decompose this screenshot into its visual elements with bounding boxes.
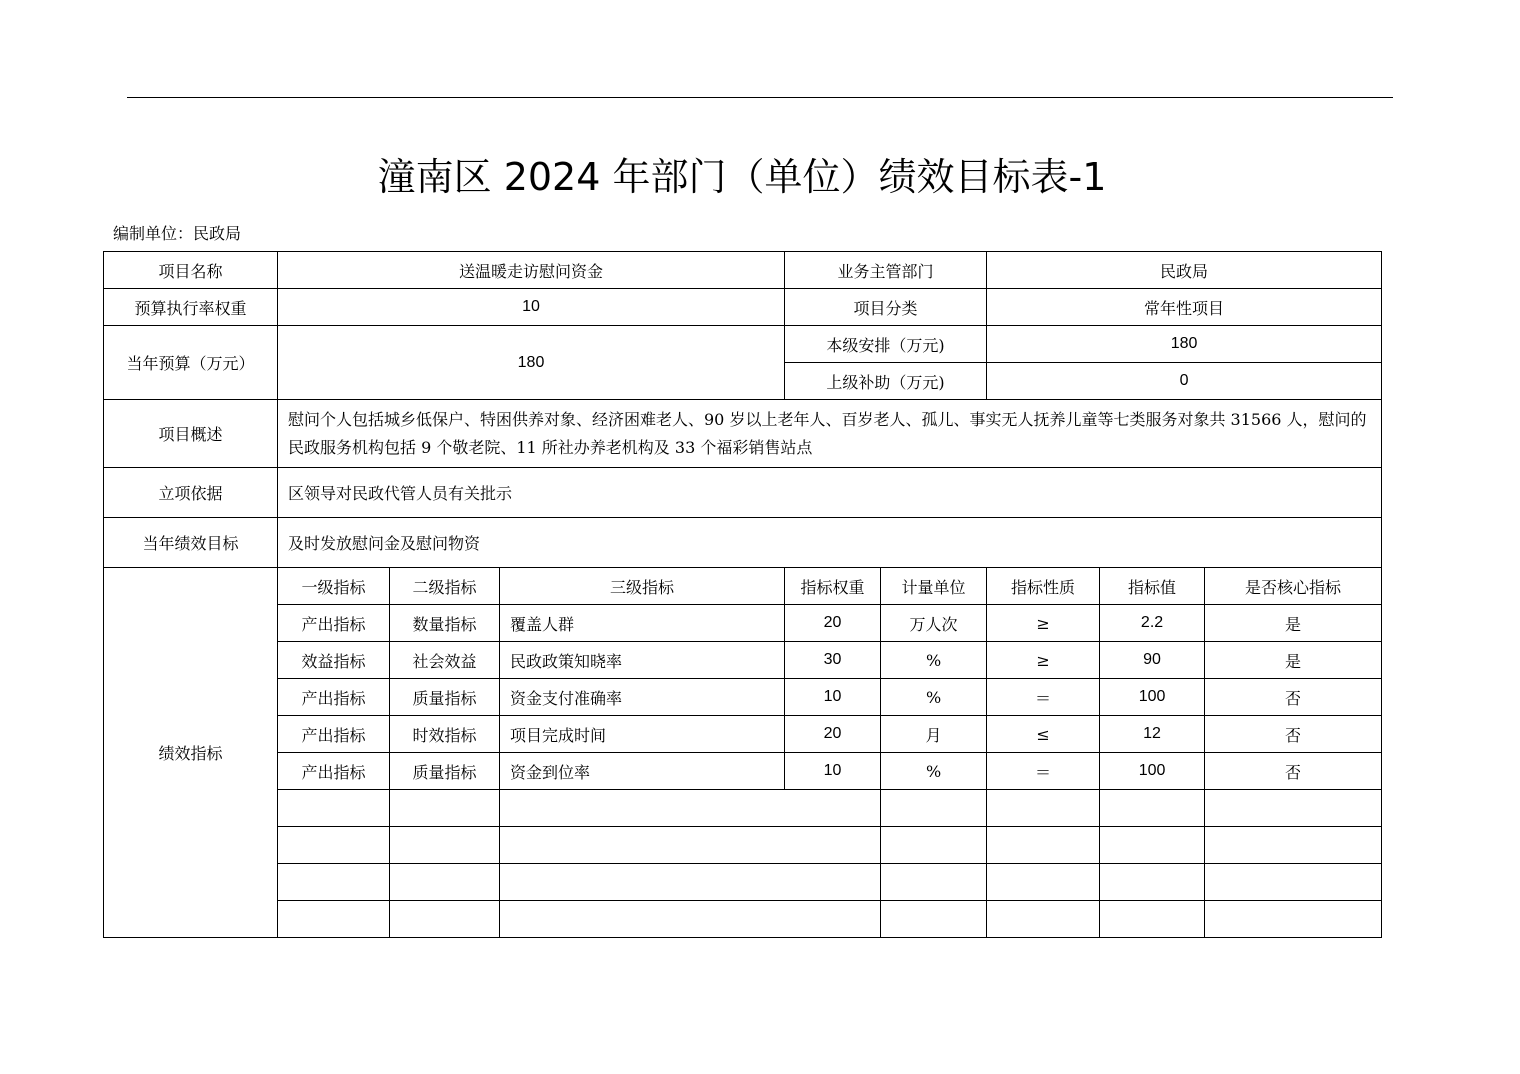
annual-budget-value: 180 (278, 326, 785, 400)
core-cell (1205, 827, 1382, 864)
row-budget-rate (104, 289, 1382, 326)
document-title: 潼南区 2024 年部门（单位）绩效目标表-1 (377, 155, 1107, 199)
weight-cell: 20 (785, 716, 881, 753)
goal-label: 当年绩效目标 (104, 518, 278, 568)
level2-cell: 数量指标 (390, 605, 500, 642)
header-unit: 计量单位 (881, 568, 987, 605)
weight-cell: 10 (785, 679, 881, 716)
annual-budget-label: 当年预算（万元） (104, 326, 278, 400)
indicator-header-row (104, 568, 1382, 605)
header-core: 是否核心指标 (1205, 568, 1382, 605)
level1-cell: 效益指标 (278, 642, 390, 679)
level2-cell (390, 790, 500, 827)
level1-cell (278, 827, 390, 864)
level3-cell: 民政政策知晓率 (500, 642, 785, 679)
core-cell (1205, 901, 1382, 938)
budget-rate-label: 预算执行率权重 (104, 289, 278, 326)
value-cell: 12 (1100, 716, 1205, 753)
dept-value: 民政局 (987, 252, 1382, 289)
empty-row (104, 864, 1382, 901)
level1-cell (278, 790, 390, 827)
nature-cell: ≥ (987, 642, 1100, 679)
row-basis (104, 468, 1382, 518)
value-cell (1100, 790, 1205, 827)
indicators-section-label: 绩效指标 (104, 568, 278, 938)
core-cell: 是 (1205, 605, 1382, 642)
nature-cell (987, 901, 1100, 938)
value-cell: 90 (1100, 642, 1205, 679)
value-cell (1100, 827, 1205, 864)
value-cell: 100 (1100, 753, 1205, 790)
table-row (104, 642, 1382, 679)
level1-cell: 产出指标 (278, 605, 390, 642)
empty-row (104, 790, 1382, 827)
level2-cell: 社会效益 (390, 642, 500, 679)
weight-cell: 10 (785, 753, 881, 790)
core-cell: 否 (1205, 716, 1382, 753)
value-cell: 100 (1100, 679, 1205, 716)
header-rule (127, 97, 1393, 98)
unit-cell (881, 864, 987, 901)
upper-subsidy-value: 0 (987, 363, 1382, 400)
core-cell: 否 (1205, 753, 1382, 790)
level3-cell: 覆盖人群 (500, 605, 785, 642)
level1-cell: 产出指标 (278, 716, 390, 753)
unit-cell: % (881, 753, 987, 790)
compiling-unit: 编制单位：民政局 (113, 224, 242, 243)
level2-cell: 质量指标 (390, 753, 500, 790)
dept-label: 业务主管部门 (785, 252, 987, 289)
category-label: 项目分类 (785, 289, 987, 326)
level2-cell: 时效指标 (390, 716, 500, 753)
level3-cell: 资金到位率 (500, 753, 785, 790)
table-row (104, 716, 1382, 753)
nature-cell: ＝ (987, 679, 1100, 716)
level3-cell (500, 827, 881, 864)
goal-value: 及时发放慰问金及慰问物资 (278, 518, 1382, 568)
header-weight: 指标权重 (785, 568, 881, 605)
upper-subsidy-label: 上级补助（万元) (785, 363, 987, 400)
header-level2: 二级指标 (390, 568, 500, 605)
row-overview (104, 400, 1382, 468)
header-nature: 指标性质 (987, 568, 1100, 605)
header-level1: 一级指标 (278, 568, 390, 605)
value-cell (1100, 901, 1205, 938)
level3-cell (500, 790, 881, 827)
core-cell: 是 (1205, 642, 1382, 679)
table-row (104, 605, 1382, 642)
level3-cell (500, 864, 881, 901)
level3-cell: 项目完成时间 (500, 716, 785, 753)
nature-cell (987, 864, 1100, 901)
weight-cell: 30 (785, 642, 881, 679)
level3-cell: 资金支付准确率 (500, 679, 785, 716)
level2-cell (390, 827, 500, 864)
performance-target-table (103, 251, 1382, 938)
header-level3: 三级指标 (500, 568, 785, 605)
value-cell (1100, 864, 1205, 901)
level1-cell: 产出指标 (278, 679, 390, 716)
unit-cell (881, 790, 987, 827)
nature-cell (987, 790, 1100, 827)
table-row (104, 679, 1382, 716)
core-cell (1205, 864, 1382, 901)
category-value: 常年性项目 (987, 289, 1382, 326)
basis-label: 立项依据 (104, 468, 278, 518)
row-annual-budget (104, 326, 1382, 363)
unit-cell: 月 (881, 716, 987, 753)
level2-cell: 质量指标 (390, 679, 500, 716)
budget-rate-value: 10 (278, 289, 785, 326)
level3-cell (500, 901, 881, 938)
weight-cell: 20 (785, 605, 881, 642)
header-value: 指标值 (1100, 568, 1205, 605)
value-cell: 2.2 (1100, 605, 1205, 642)
project-name-value: 送温暖走访慰问资金 (278, 252, 785, 289)
nature-cell (987, 827, 1100, 864)
core-cell (1205, 790, 1382, 827)
project-name-label: 项目名称 (104, 252, 278, 289)
local-allocation-value: 180 (987, 326, 1382, 363)
overview-value: 慰问个人包括城乡低保户、特困供养对象、经济困难老人、90 岁以上老年人、百岁老人、孤儿、事实无人抚养儿童等七类服务对象共 31566 人，慰问的民政服务机构包括 9 个敬老院、11 所社办养老机构及 33 个福彩销售站点 (278, 400, 1382, 468)
core-cell: 否 (1205, 679, 1382, 716)
row-annual-goal (104, 518, 1382, 568)
level2-cell (390, 901, 500, 938)
nature-cell: ≥ (987, 605, 1100, 642)
unit-cell: 万人次 (881, 605, 987, 642)
basis-value: 区领导对民政代管人员有关批示 (278, 468, 1382, 518)
level2-cell (390, 864, 500, 901)
level1-cell (278, 901, 390, 938)
row-project-name (104, 252, 1382, 289)
unit-cell (881, 901, 987, 938)
unit-cell: % (881, 642, 987, 679)
level1-cell (278, 864, 390, 901)
nature-cell: ≤ (987, 716, 1100, 753)
empty-row (104, 827, 1382, 864)
level1-cell: 产出指标 (278, 753, 390, 790)
local-allocation-label: 本级安排（万元) (785, 326, 987, 363)
empty-row (104, 901, 1382, 938)
unit-cell (881, 827, 987, 864)
table-row (104, 753, 1382, 790)
overview-label: 项目概述 (104, 400, 278, 468)
unit-cell: % (881, 679, 987, 716)
nature-cell: ＝ (987, 753, 1100, 790)
